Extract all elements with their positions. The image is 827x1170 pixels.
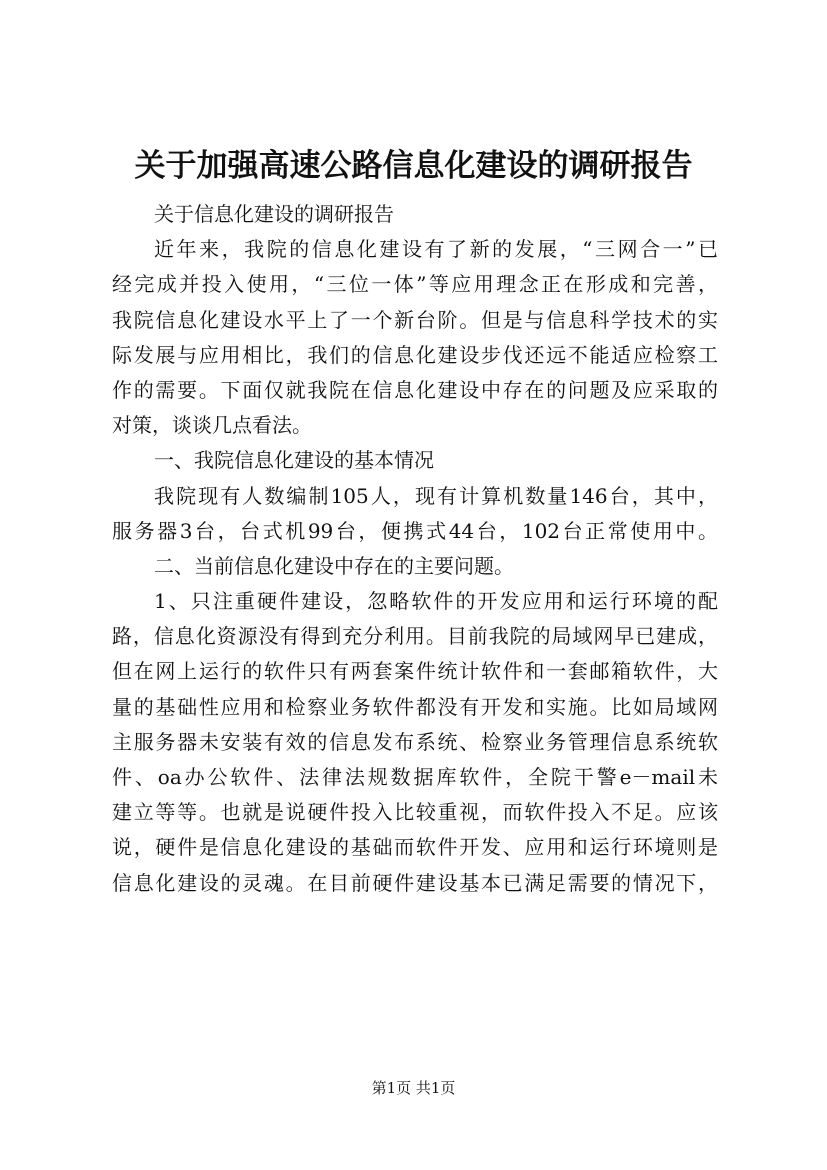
text-line: 建立等等。也就是说硬件投入比较重视，而软件投入不足。应该: [112, 800, 718, 825]
page-footer: 第1页 共1页: [371, 1079, 456, 1097]
text-line: 件、oa办公软件、法律法规数据库软件，全院干警e－mail未: [112, 765, 718, 789]
text-line: 信息化建设的灵魂。在目前硬件建设基本已满足需要的情况下，: [112, 870, 718, 895]
text-line: 但在网上运行的软件只有两套案件统计软件和一套邮箱软件，大: [112, 659, 718, 684]
text-line: 作的需要。下面仅就我院在信息化建设中存在的问题及应采取的: [112, 377, 718, 402]
text-line: 量的基础性应用和检察业务软件都没有开发和实施。比如局域网: [112, 694, 718, 719]
text-line: 服务器3台，台式机99台，便携式44台，102台正常使用中。: [112, 518, 718, 543]
text-line: 我院现有人数编制105人，现有计算机数量146台，其中，: [154, 483, 718, 508]
document-body: [112, 197, 718, 901]
text-line: 对策，谈谈几点看法。: [112, 413, 312, 438]
text-line: 主服务器未安装有效的信息发布系统、检察业务管理信息系统软: [112, 729, 718, 754]
text-line: 经完成并投入使用，“三位一体”等应用理念正在形成和完善，: [112, 272, 718, 297]
text-line: 1、只注重硬件建设，忽略软件的开发应用和运行环境的配: [154, 589, 718, 614]
text-line: 路，信息化资源没有得到充分利用。目前我院的局域网早已建成，: [112, 624, 718, 649]
text-line: 说，硬件是信息化建设的基础而软件开发、应用和运行环境则是: [112, 835, 718, 860]
text-line: 二、当前信息化建设中存在的主要问题。: [154, 553, 514, 578]
text-line: 近年来，我院的信息化建设有了新的发展，“三网合一”已: [154, 237, 718, 262]
text-line: 际发展与应用相比，我们的信息化建设步伐还远不能适应检察工: [112, 342, 718, 367]
text-line: 我院信息化建设水平上了一个新台阶。但是与信息科学技术的实: [112, 307, 718, 332]
text-line: 一、我院信息化建设的基本情况: [154, 448, 434, 473]
text-line: 关于信息化建设的调研报告: [154, 202, 394, 226]
document-title: 关于加强高速公路信息化建设的调研报告: [134, 148, 693, 184]
